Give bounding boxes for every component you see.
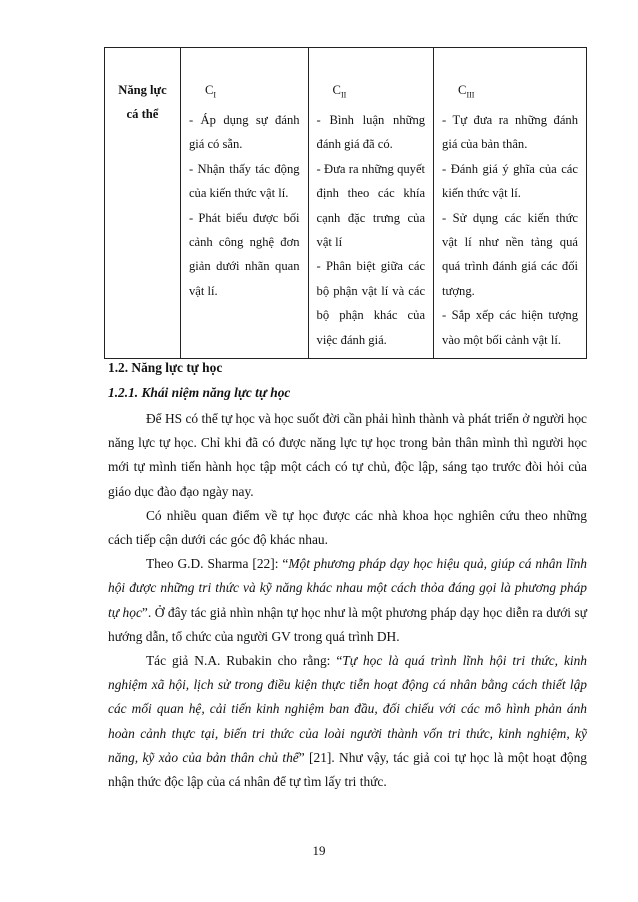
list-item: - Sử dụng các kiến thức vật lí như nền tảng quá quá trình đánh giá các đối tượng. bbox=[442, 210, 578, 298]
column-cii-cell bbox=[308, 48, 434, 359]
list-item: - Phát biểu được bối cảnh công nghệ đơn giản dưới nhãn quan vật lí. bbox=[188, 210, 300, 298]
paragraph-4: Tác giả N.A. Rubakin cho rằng: “Tự học là quá trình lĩnh hội tri thức, kinh nghiệm xã hội, lịch sử trong điều kiện thực tiễn hoạt động cá nhân bằng cách thiết lập các mối quan hệ, cải tiến kinh nghiệm ban đầu, đối chiếu với các mô hình phản ánh hoàn cảnh thực tại, biến tri thức của loài người thành vốn tri thức, kinh nghiệm, kỹ năng, kỹ xảo của bản thân chủ thể” [21]. Như vậy, tác giả coi tự học là một hoạt động nhận thức độc lập của cá nhân để tự tìm lấy tri thức. bbox=[108, 653, 587, 790]
column-header-ci: $C_I$ bbox=[204, 83, 217, 100]
paragraph-3: Theo G.D. Sharma [22]: “Một phương pháp dạy học hiệu quả, giúp cá nhân lĩnh hội được những tri thức và kỹ năng khác nhau một cách thỏa đáng gọi là phương pháp tự học”. Ở đây tác giả nhìn nhận tự học như là một phương pháp dạy học diễn ra dưới sự hướng dẫn, tổ chức của người GV trong quá trình DH. bbox=[108, 556, 587, 644]
list-item: - Nhận thấy tác động của kiến thức vật lí. bbox=[188, 161, 300, 201]
column-header-ciii: $C_{III}$ bbox=[458, 83, 475, 100]
row-label-cell bbox=[105, 48, 181, 359]
list-item: - Áp dụng sự đánh giá có sẵn. bbox=[188, 112, 300, 152]
paragraph-2: Có nhiều quan điểm về tự học được các nhà khoa học nghiên cứu theo những cách tiếp cận dưới các góc độ khác nhau. bbox=[108, 507, 587, 548]
row-label-line2: cá thể bbox=[126, 107, 159, 122]
list-item: - Tự đưa ra những đánh giá của bản thân. bbox=[442, 112, 578, 152]
table-row bbox=[105, 48, 587, 359]
column-header-cii: $C_{II}$ bbox=[332, 83, 347, 100]
paragraph-1: Để HS có thể tự học và học suốt đời cần phải hình thành và phát triển ở người học năng lực tự học. Chỉ khi đã có được năng lực tự học trong bản thân mình thì người học mới tự mình tiến hành học tập một cách có tự chủ, độc lập, sáng tạo trước đòi hỏi của giáo dục đào đạo ngày nay. bbox=[108, 411, 587, 499]
body-text bbox=[108, 407, 587, 794]
subsection-heading: 1.2.1. Khái niệm năng lực tự học bbox=[108, 385, 291, 400]
list-item: - Sắp xếp các hiện tượng vào một bối cảnh vật lí. bbox=[442, 308, 578, 347]
list-item: - Đánh giá ý ghĩa của các kiến thức vật lí. bbox=[442, 161, 578, 201]
quote-rubakin: Tự học là quá trình lĩnh hội tri thức, kinh nghiệm xã hội, lịch sử trong điều kiện thực tiễn hoạt động cá nhân bằng cách thiết lập các mối quan hệ, cải tiến kinh nghiệm ban đầu, đối chiếu với các mô hình phản ánh hoàn cảnh thực tại, biến tri thức của loài người thành vốn tri thức, kinh nghiệm, kỹ năng, kỹ xảo của bản thân chủ thể bbox=[108, 653, 587, 765]
section-heading: 1.2. Năng lực tự học bbox=[108, 360, 223, 375]
competency-table bbox=[104, 47, 587, 359]
list-item: - Phân biệt giữa các bộ phận vật lí và các bộ phận khác của việc đánh giá. bbox=[316, 259, 426, 347]
row-label-line1: Năng lực bbox=[118, 83, 167, 97]
page-number: 19 bbox=[312, 843, 326, 858]
column-ciii-cell bbox=[434, 48, 587, 359]
column-ci-cell bbox=[180, 48, 308, 359]
list-item: - Đưa ra những quyết định theo các khía cạnh đặc trưng của vật lí bbox=[316, 161, 426, 249]
list-item: - Bình luận những đánh giá đã có. bbox=[316, 112, 426, 152]
quote-sharma: Một phương pháp dạy học hiệu quả, giúp cá nhân lĩnh hội được những tri thức và kỹ năng khác nhau một cách thỏa đáng gọi là phương pháp tự học bbox=[108, 556, 587, 620]
